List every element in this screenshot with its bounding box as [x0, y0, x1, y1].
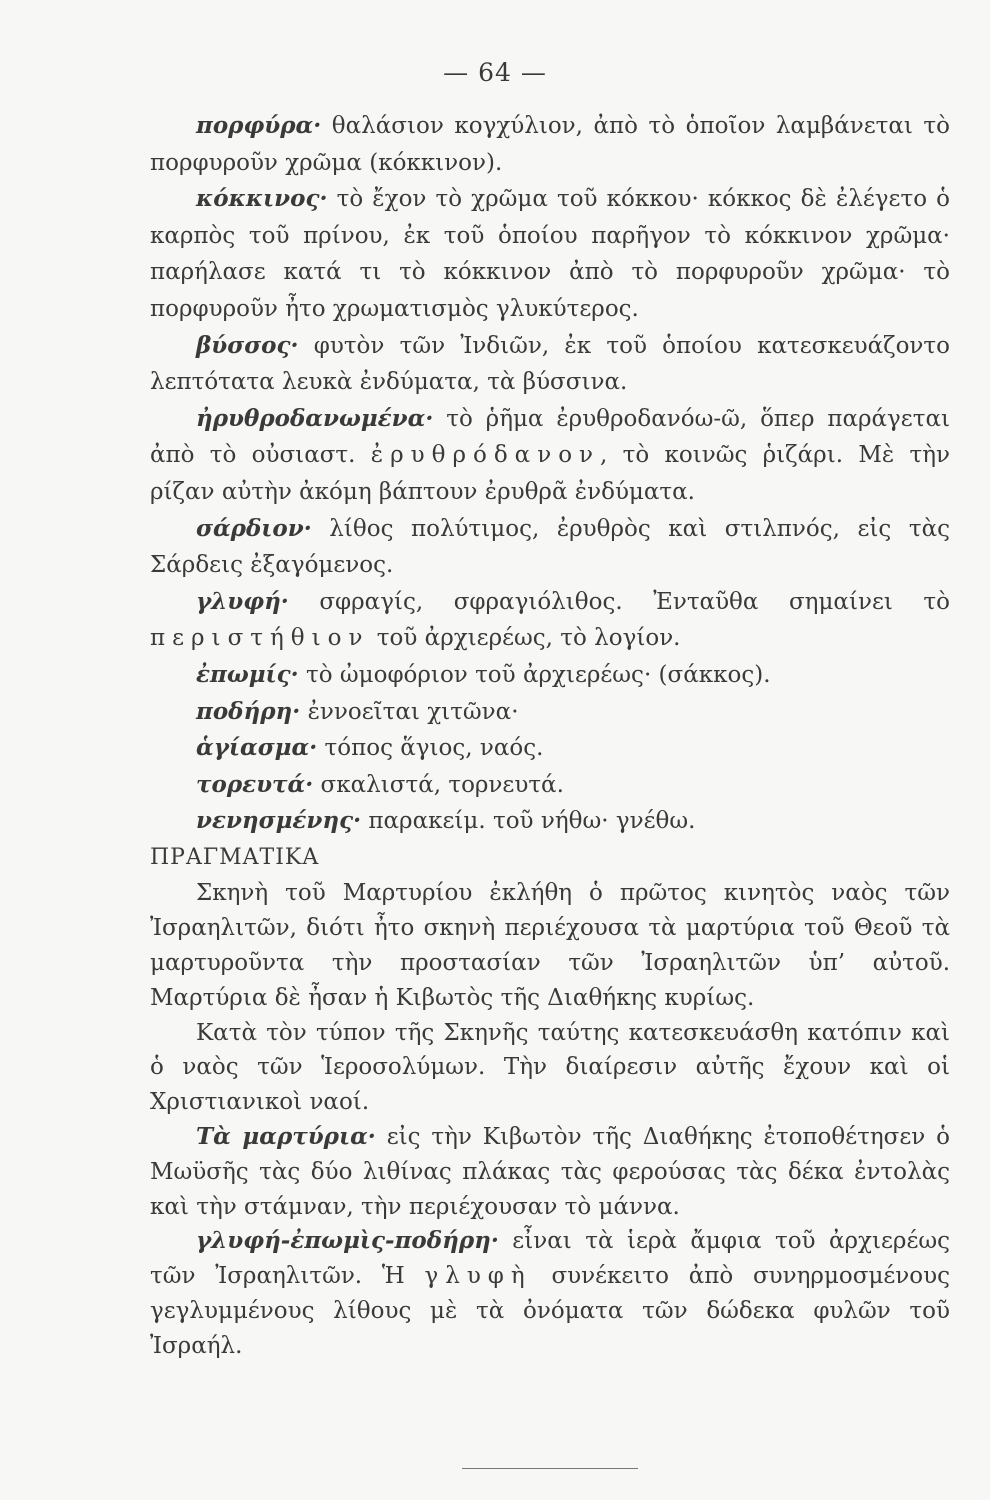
- glossary-definition: ἐννοεῖται χιτῶνα·: [300, 698, 519, 725]
- glossary-term: ἐπωμίς·: [196, 660, 299, 688]
- section-title: ΠΡΑΓΜΑΤΙΚΑ: [150, 844, 320, 870]
- glossary-definition-cont: τοῦ ἀρχιερέως, τὸ λογίον.: [369, 625, 681, 652]
- glossary-term: τορευτά·: [196, 770, 314, 798]
- glossary-term: πορφύρα·: [196, 112, 322, 139]
- glossary-entry-podiri: [150, 694, 950, 731]
- glossary-definition: φυτὸν τῶν Ἰνδιῶν, ἐκ τοῦ ὁποίου κατεσκευάζοντο λεπτότατα λευκὰ ἐνδύματα, τὰ βύσσινα.: [150, 332, 950, 396]
- glossary-entry-porphyra: [150, 108, 950, 181]
- paragraph-temple: Κατὰ τὸν τύπον τῆς Σκηνῆς ταύτης κατεσκευάσθη κατόπιν καὶ ὁ ναὸς τῶν Ἱεροσολύμων. Τὴν διαίρεσιν αὐτῆς ἔχουν καὶ οἱ Χριστιανικοὶ ναοί.: [150, 1019, 950, 1116]
- glossary-definition: λίθος πολύτιμος, ἐρυθρὸς καὶ στιλπνός, εἰς τὰς Σάρδεις ἐξαγόμενος.: [150, 515, 950, 579]
- glossary-definition: τόπος ἅγιος, ναός.: [317, 735, 544, 762]
- page-body: [150, 108, 950, 1364]
- glossary-entry-glyphi: [150, 584, 950, 657]
- glossary-term: ἠρυθροδανωμένα·: [196, 404, 434, 432]
- glossary-definition: τὸ ῥῆμα ἐρυθροδανόω-ῶ, ὅπερ παράγεται ἀπὸ τὸ οὐσιαστ.: [150, 405, 950, 469]
- glossary-entry-epomis: [150, 657, 950, 694]
- glossary-entry-toreuta: [150, 767, 950, 804]
- prose-section: [150, 876, 950, 1363]
- glossary-term: κόκκινος·: [196, 185, 328, 213]
- glossary-entry-byssos: [150, 328, 950, 401]
- footer-rule: [462, 1468, 638, 1469]
- glossary: [150, 108, 950, 840]
- glossary-entry-erythrodanomena: [150, 401, 950, 511]
- glossary-term: σάρδιον·: [196, 514, 312, 542]
- glossary-term: βύσσος·: [196, 331, 299, 359]
- glossary-entry-nenismenis: [150, 803, 950, 840]
- glossary-term: γλυφή·: [196, 587, 289, 615]
- paragraph-text-cont: συνέκειτο ἀπὸ συνηρμοσμένους γεγλυμμένους λίθους μὲ τὰ ὀνόματα τῶν δώδεκα φυλῶν τοῦ Ἰσραήλ.: [150, 1263, 950, 1359]
- paragraph-term: γλυφή-ἐπωμὶς-ποδήρη·: [196, 1227, 499, 1255]
- glossary-term: ποδήρη·: [196, 697, 301, 725]
- paragraph-text: εἰς τὴν Κιβωτὸν τῆς Διαθήκης ἐτοποθέτησεν ὁ Μωϋσῆς τὰς δύο λιθίνας πλάκας τὰς φερούσας τὰς δέκα ἐντολὰς καὶ τὴν στάμναν, τὴν περιέχουσαν τὸ μάννα.: [150, 1124, 950, 1220]
- glossary-entry-kokkinos: [150, 181, 950, 327]
- paragraph-text: εἶναι τὰ ἱερὰ ἄμφια τοῦ ἀρχιερέως τῶν Ἰσραηλιτῶν. Ἡ: [150, 1228, 950, 1290]
- glossary-definition-cont: , τὸ κοινῶς ῥιζάρι. Μὲ τὴν ρίζαν αὐτὴν ἀκόμη βάπτουν ἐρυθρᾶ ἐνδύματα.: [150, 442, 950, 505]
- glossary-definition: τὸ ἔχον τὸ χρῶμα τοῦ κόκκου· κόκκος δὲ ἐλέγετο ὁ καρπὸς τοῦ πρίνου, ἐκ τοῦ ὁποίου παρῆγον τὸ κόκκινον χρῶμα· παρήλασε κατά τι τὸ κόκκινον ἀπὸ τὸ πορφυροῦν χρῶμα· τὸ πορφυροῦν ἦτο χρωματισμὸς γλυκύτερος.: [150, 186, 950, 322]
- glossary-definition: σκαλιστά, τορνευτά.: [313, 771, 564, 798]
- page-number: — 64 —: [443, 58, 547, 87]
- glossary-entry-sardion: [150, 511, 950, 584]
- spaced-word: περιστήθιον: [150, 625, 370, 652]
- glossary-definition: παρακείμ. τοῦ νήθω· γνέθω.: [361, 808, 696, 835]
- paragraph-vestments: [150, 1224, 950, 1363]
- paragraph-tabernacle: Σκηνὴ τοῦ Μαρτυρίου ἐκλήθη ὁ πρῶτος κινητὸς ναὸς τῶν Ἰσραηλιτῶν, διότι ἦτο σκηνὴ περιέχουσα τὰ μαρτύρια τοῦ Θεοῦ τὰ μαρτυροῦντα τὴν προστασίαν τῶν Ἰσραηλιτῶν ὑπ’ αὐτοῦ. Μαρτύρια δὲ ἦσαν ἡ Κιβωτὸς τῆς Διαθήκης κυρίως.: [150, 880, 950, 1011]
- glossary-definition: σφραγίς, σφραγιόλιθος. Ἐνταῦθα σημαίνει τὸ: [288, 588, 950, 615]
- glossary-term: νενησμένης·: [196, 807, 362, 835]
- glossary-definition: θαλάσιον κογχύλιον, ἀπὸ τὸ ὁποῖον λαμβάνεται τὸ πορφυροῦν χρῶμα (κόκκινον).: [150, 113, 950, 176]
- glossary-term: ἁγίασμα·: [196, 734, 318, 762]
- glossary-definition: τὸ ὠμοφόριον τοῦ ἀρχιερέως· (σάκκος).: [298, 661, 771, 688]
- spaced-word: γλυφὴ: [424, 1263, 532, 1290]
- paragraph-term: Τὰ μαρτύρια·: [196, 1123, 376, 1151]
- paragraph-martyria: [150, 1120, 950, 1224]
- glossary-entry-agiasma: [150, 730, 950, 767]
- spaced-word: ἐρυθρόδανον: [370, 442, 601, 469]
